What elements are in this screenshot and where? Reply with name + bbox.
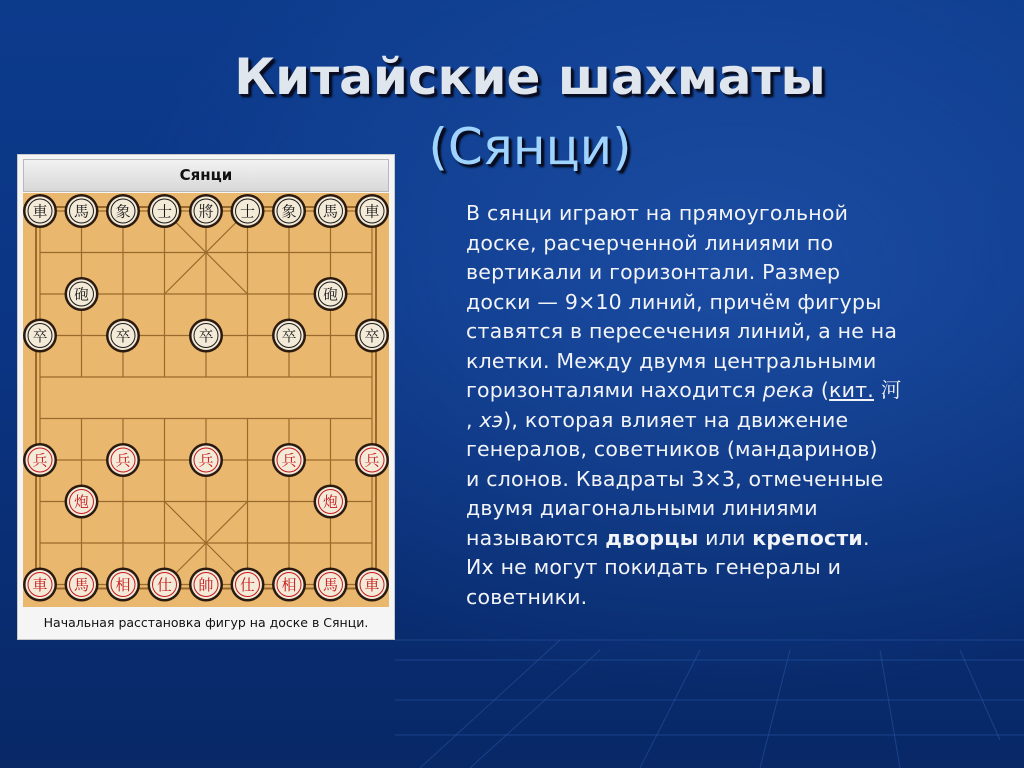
piece-red[interactable] xyxy=(314,485,348,519)
piece-black[interactable] xyxy=(23,194,57,228)
piece-red[interactable] xyxy=(148,568,182,602)
piece-glyph: 馬 xyxy=(322,202,339,221)
piece-glyph: 卒 xyxy=(364,327,380,345)
piece-black[interactable] xyxy=(65,277,99,311)
text-run: называются xyxy=(466,525,606,550)
piece-black[interactable] xyxy=(272,319,306,353)
piece-red[interactable] xyxy=(272,568,306,602)
body-line-9: генералов, советников (мандаринов) xyxy=(466,437,878,461)
piece-glyph: 兵 xyxy=(115,451,131,470)
body-line-12 xyxy=(466,524,996,554)
piece-glyph: 馬 xyxy=(322,576,339,594)
piece-glyph: 象 xyxy=(115,202,131,221)
piece-black[interactable] xyxy=(65,194,99,228)
piece-glyph: 帥 xyxy=(198,576,214,594)
palace-term: дворцы xyxy=(605,525,699,550)
piece-glyph: 士 xyxy=(239,202,256,221)
piece-black[interactable] xyxy=(106,194,140,228)
piece-glyph: 將 xyxy=(198,202,214,221)
piece-red[interactable] xyxy=(189,443,223,477)
body-line-10: и слонов. Квадраты 3×3, отмеченные xyxy=(466,466,884,491)
piece-glyph: 炮 xyxy=(322,493,339,511)
piece-glyph: 相 xyxy=(115,576,131,594)
piece-black[interactable] xyxy=(314,194,348,228)
piece-glyph: 相 xyxy=(281,576,297,594)
piece-glyph: 馬 xyxy=(73,202,90,221)
piece-glyph: 車 xyxy=(364,576,380,594)
piece-black[interactable] xyxy=(355,194,389,228)
piece-glyph: 砲 xyxy=(322,285,339,304)
piece-black[interactable] xyxy=(189,194,223,228)
body-line-2: доске, расчерченной линиями по xyxy=(466,230,834,255)
piece-glyph: 仕 xyxy=(156,576,173,594)
chinese-link[interactable]: кит. xyxy=(829,378,875,402)
text-run: ), которая влияет на движение xyxy=(503,407,849,432)
body-line-13: Их не могут покидать генералы и xyxy=(466,555,842,579)
piece-red[interactable] xyxy=(23,443,57,477)
piece-glyph: 仕 xyxy=(239,576,256,594)
piece-red[interactable] xyxy=(355,443,389,477)
piece-glyph: 馬 xyxy=(73,576,90,594)
piece-red[interactable] xyxy=(106,568,140,602)
piece-glyph: 車 xyxy=(32,576,48,594)
river-term: река xyxy=(762,378,815,402)
piece-glyph: 兵 xyxy=(364,451,380,470)
figure-header: Сянци xyxy=(23,159,389,192)
body-text xyxy=(466,199,996,612)
piece-black[interactable] xyxy=(272,194,306,228)
piece-glyph: 卒 xyxy=(198,327,214,345)
body-line-7 xyxy=(466,376,996,406)
piece-red[interactable] xyxy=(314,568,348,602)
piece-glyph: 象 xyxy=(281,202,297,221)
body-line-14: советники. xyxy=(466,584,588,609)
piece-black[interactable] xyxy=(106,319,140,353)
piece-black[interactable] xyxy=(314,277,348,311)
piece-red[interactable] xyxy=(189,568,223,602)
piece-glyph: 兵 xyxy=(198,451,214,470)
piece-red[interactable] xyxy=(272,443,306,477)
piece-glyph: 卒 xyxy=(281,327,297,345)
body-line-8 xyxy=(466,406,996,436)
text-run: , xyxy=(466,407,480,432)
piece-black[interactable] xyxy=(231,194,265,228)
piece-glyph: 車 xyxy=(364,202,380,221)
piece-red[interactable] xyxy=(65,485,99,519)
board-figure xyxy=(17,154,395,640)
piece-red[interactable] xyxy=(65,568,99,602)
piece-black[interactable] xyxy=(148,194,182,228)
piece-glyph: 兵 xyxy=(281,451,297,470)
piece-red[interactable] xyxy=(355,568,389,602)
body-line-6: клетки. Между двумя центральными xyxy=(466,348,877,373)
subtitle-text: (Сянци) xyxy=(428,118,632,176)
text-run: 河 xyxy=(874,378,902,402)
piece-black[interactable] xyxy=(355,319,389,353)
piece-red[interactable] xyxy=(231,568,265,602)
xiangqi-board xyxy=(23,193,389,607)
piece-glyph: 卒 xyxy=(115,327,131,345)
text-run: или xyxy=(698,525,753,550)
piece-black[interactable] xyxy=(23,319,57,353)
piece-black[interactable] xyxy=(189,319,223,353)
text-run: горизонталями находится xyxy=(466,378,763,402)
piece-red[interactable] xyxy=(23,568,57,602)
piece-glyph: 車 xyxy=(32,202,48,221)
slide-title: Китайские шахматы xyxy=(234,48,826,106)
fortress-term: крепости xyxy=(752,525,863,550)
piece-glyph: 卒 xyxy=(32,327,48,345)
piece-glyph: 士 xyxy=(156,202,173,221)
piece-glyph: 炮 xyxy=(73,493,90,511)
body-line-1: В сянци играют на прямоугольной xyxy=(466,201,849,225)
piece-red[interactable] xyxy=(106,443,140,477)
body-line-11: двумя диагональными линиями xyxy=(466,496,818,520)
text-run: ( xyxy=(814,378,830,402)
body-line-5: ставятся в пересечения линий, а не на xyxy=(466,319,898,343)
piece-glyph: 兵 xyxy=(32,451,48,470)
text-run: . xyxy=(863,525,870,550)
piece-glyph: 砲 xyxy=(73,285,90,304)
he-term: хэ xyxy=(479,407,504,432)
body-line-3: вертикали и горизонтали. Размер xyxy=(466,260,841,284)
body-line-4: доски — 9×10 линий, причём фигуры xyxy=(466,289,882,314)
figure-caption: Начальная расстановка фигур на доске в Сянци. xyxy=(43,615,369,630)
